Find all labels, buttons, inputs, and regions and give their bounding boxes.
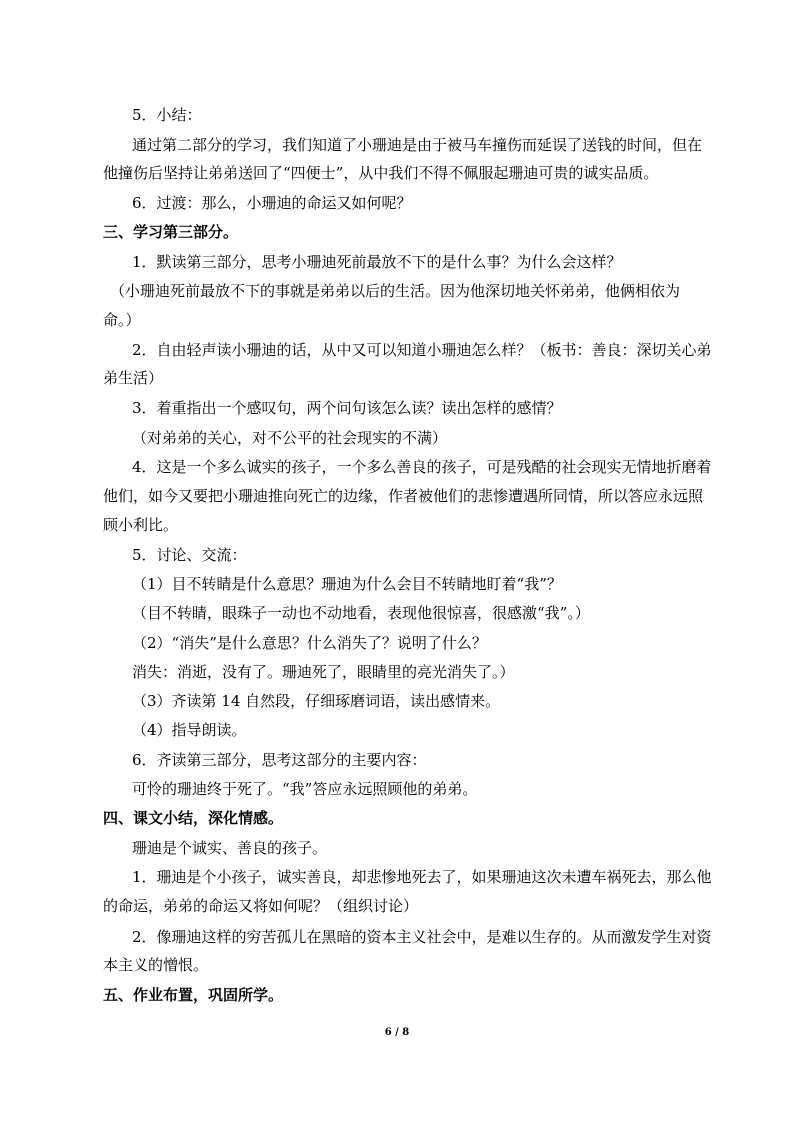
text-line: 他撞伤后坚持让弟弟送回了“四便士”，从中我们不得不佩服起珊迪可贵的诚实品质。 xyxy=(103,164,659,182)
text-line: （目不转睛，眼珠子一动也不动地看，表现他很惊喜，很感激“我”。） xyxy=(132,604,590,622)
text-line: 2．像珊迪这样的穷苦孤儿在黑暗的资本主义社会中，是难以生存的。从而激发学生对资 xyxy=(132,928,712,946)
text-line: 5．讨论、交流： xyxy=(132,546,247,564)
text-line: 1．默读第三部分，思考小珊迪死前最放不下的是什么事？为什么会这样？ xyxy=(132,253,622,271)
text-line: （4）指导朗读。 xyxy=(132,721,247,739)
text-line: 他们，如今又要把小珊迪推向死亡的边缘，作者被他们的悲惨遭遇所同情，所以答应永远照 xyxy=(103,487,704,505)
text-line: （对弟弟的关心，对不公平的社会现实的不满） xyxy=(132,429,448,447)
text-line: （小珊迪死前最放不下的事就是弟弟以后的生活。因为他深切地关怀弟弟，他俩相依为 xyxy=(110,282,681,300)
text-line: 1．珊迪是个小孩子，诚实善良，却悲惨地死去了，如果珊迪这次未遭车祸死去，那么他 xyxy=(132,868,712,886)
text-line: 消失：消逝，没有了。珊迪死了，眼睛里的亮光消失了。） xyxy=(132,663,515,681)
text-line: （3）齐读第 14 自然段，仔细琢磨词语，读出感情来。 xyxy=(132,692,501,710)
section-heading: 五、作业布置，巩固所学。 xyxy=(103,986,284,1004)
text-line: 6．齐读第三部分，思考这部分的主要内容： xyxy=(132,751,427,769)
text-line: 通过第二部分的学习，我们知道了小珊迪是由于被马车撞伤而延误了送钱的时间，但在 xyxy=(132,136,703,154)
text-line: 6．过渡：那么，小珊迪的命运又如何呢？ xyxy=(132,194,412,212)
text-line: 的命运，弟弟的命运又将如何呢？（组织讨论） xyxy=(103,897,419,915)
section-heading: 三、学习第三部分。 xyxy=(103,223,239,241)
section-heading: 四、课文小结，深化情感。 xyxy=(103,809,284,827)
text-line: 珊迪是个诚实、善良的孩子。 xyxy=(132,839,328,857)
text-line: 顾小利比。 xyxy=(103,516,179,534)
page-number: 6 / 8 xyxy=(384,1027,410,1038)
text-line: 2．自由轻声读小珊迪的话，从中又可以知道小珊迪怎么样？（板书：善良：深切关心弟 xyxy=(132,341,712,359)
text-line: 弟生活） xyxy=(103,369,164,387)
text-line: 4．这是一个多么诚实的孩子，一个多么善良的孩子，可是残酷的社会现实无情地折磨着 xyxy=(132,458,712,476)
text-line: （1）目不转睛是什么意思？珊迪为什么会目不转睛地盯着“我”？ xyxy=(132,575,562,593)
text-line: 3．着重指出一个感叹句，两个问句该怎么读？读出怎样的感情？ xyxy=(132,399,562,417)
text-line: 命。） xyxy=(103,311,141,329)
text-line: 可怜的珊迪终于死了。“我”答应永远照顾他的弟弟。 xyxy=(132,780,478,798)
text-line: 本主义的憎恨。 xyxy=(103,956,209,974)
text-line: （2）“消失”是什么意思？什么消失了？说明了什么？ xyxy=(132,634,487,652)
text-line: 5．小结： xyxy=(132,106,202,124)
